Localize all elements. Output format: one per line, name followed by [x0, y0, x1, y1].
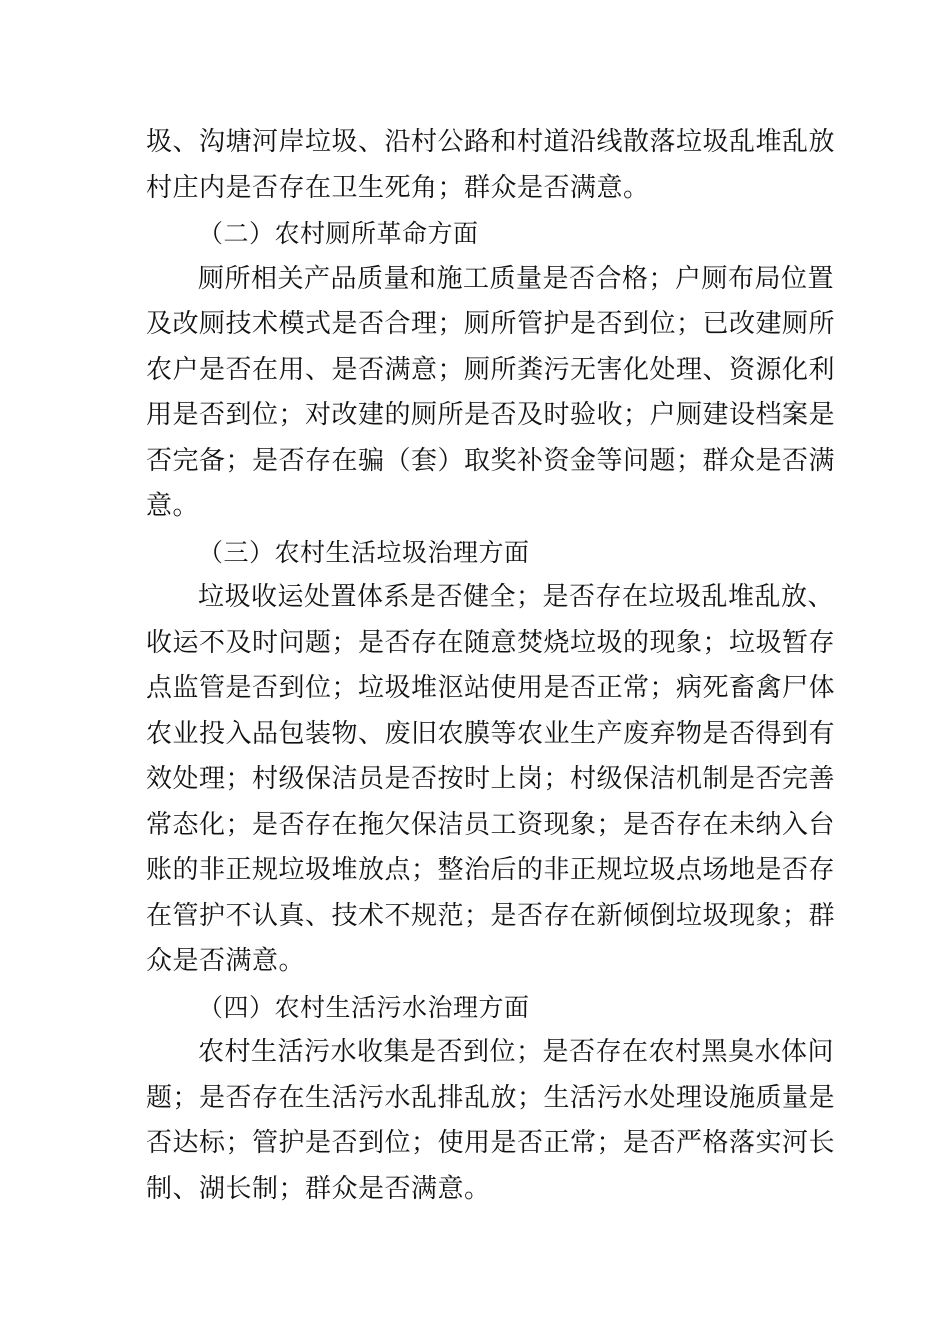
paragraph-line: 农业投入品包装物、废旧农膜等农业生产废弃物是否得到有 [146, 718, 836, 749]
document-page [146, 120, 836, 1212]
paragraph-line: 用是否到位；对改建的厕所是否及时验收；户厕建设档案是 [146, 400, 836, 430]
paragraph-line: 农户是否在用、是否满意；厕所粪污无害化处理、资源化利 [146, 354, 836, 385]
section-heading: （四）农村生活污水治理方面 [198, 992, 530, 1022]
paragraph-line: 及改厕技术模式是否合理；厕所管护是否到位；已改建厕所 [146, 309, 836, 339]
paragraph-line: 题；是否存在生活污水乱排乱放；生活污水处理设施质量是 [146, 1082, 836, 1113]
paragraph-line: 收运不及时问题；是否存在随意焚烧垃圾的现象；垃圾暂存 [146, 627, 836, 658]
paragraph-line: 常态化；是否存在拖欠保洁员工资现象；是否存在未纳入台 [146, 809, 836, 840]
paragraph-line: 账的非正规垃圾堆放点；整治后的非正规垃圾点场地是否存 [146, 855, 836, 885]
paragraph-line: 垃圾收运处置体系是否健全；是否存在垃圾乱堆乱放、 [198, 582, 835, 612]
paragraph-line: 村庄内是否存在卫生死角；群众是否满意。 [146, 172, 650, 203]
paragraph-line: 效处理；村级保洁员是否按时上岗；村级保洁机制是否完善 [146, 764, 836, 794]
paragraph-line: 众是否满意。 [146, 946, 306, 976]
paragraph-line: 否达标；管护是否到位；使用是否正常；是否严格落实河长 [146, 1128, 836, 1158]
paragraph-line: 农村生活污水收集是否到位；是否存在农村黑臭水体问 [198, 1037, 835, 1067]
paragraph-line: 制、湖长制；群众是否满意。 [146, 1173, 491, 1204]
section-garbage-treatment [146, 530, 836, 985]
paragraph-line: 圾、沟塘河岸垃圾、沿村公路和村道沿线散落垃圾乱堆乱放 [146, 127, 836, 157]
paragraph-line: 点监管是否到位；垃圾堆沤站使用是否正常；病死畜禽尸体 [146, 673, 836, 703]
paragraph-line: 厕所相关产品质量和施工质量是否合格；户厕布局位置 [198, 263, 835, 294]
section-heading: （二）农村厕所革命方面 [198, 219, 479, 248]
section-sewage-treatment [146, 985, 836, 1213]
paragraph-line: 否完备；是否存在骗（套）取奖补资金等问题；群众是否满 [146, 445, 836, 476]
section-continuation [146, 120, 836, 211]
paragraph-line: 意。 [146, 491, 200, 521]
paragraph-line: 在管护不认真、技术不规范；是否存在新倾倒垃圾现象；群 [146, 900, 836, 931]
section-toilet-revolution [146, 211, 836, 530]
section-heading: （三）农村生活垃圾治理方面 [198, 537, 530, 567]
